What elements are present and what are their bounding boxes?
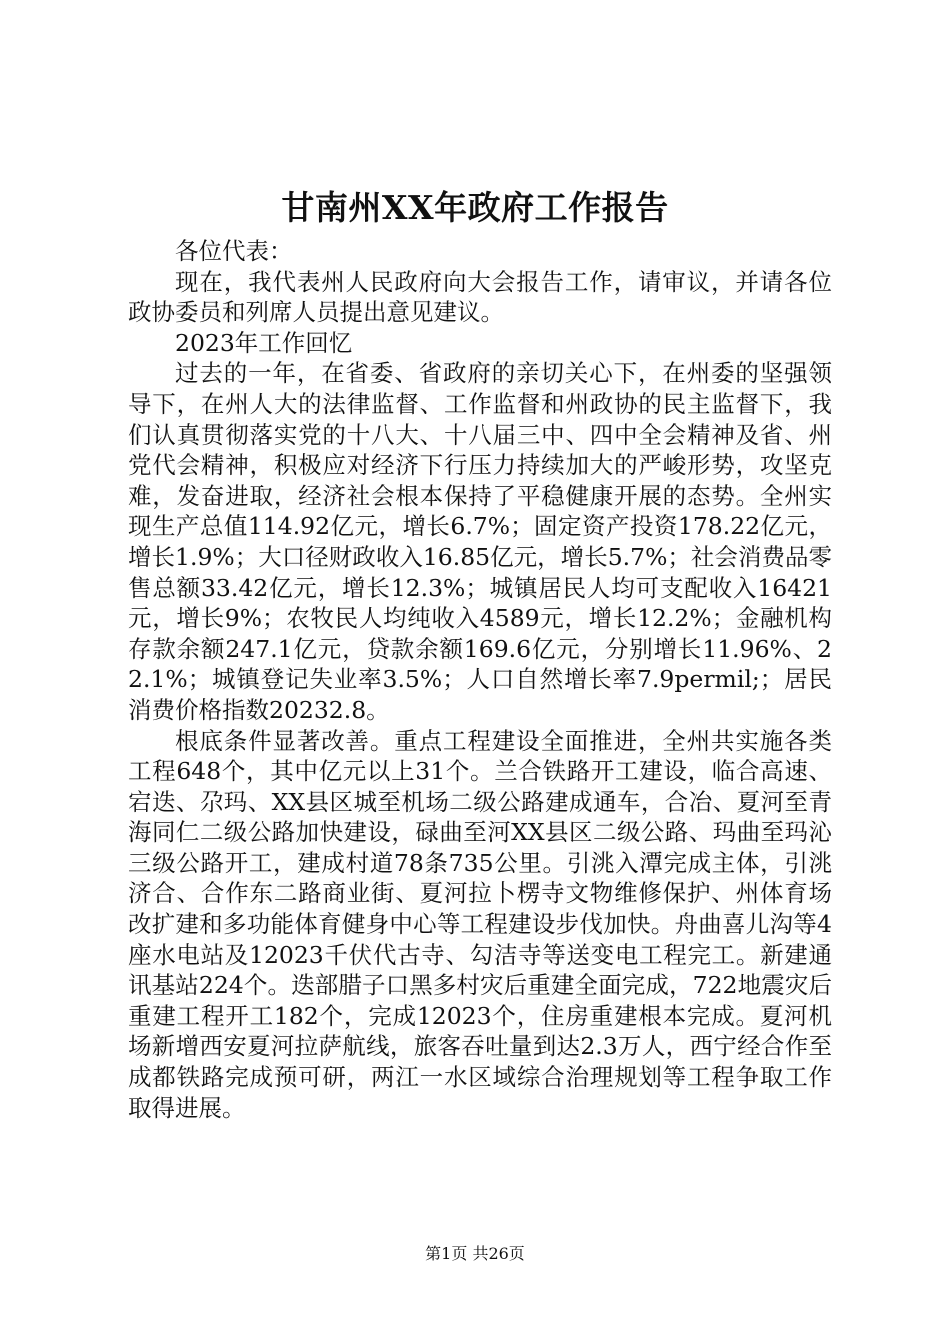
salutation-paragraph: 各位代表： [175, 237, 293, 265]
intro-paragraph: 现在，我代表州人民政府向大会报告工作，请审议，并请各位政协委员和列席人员提出意见建议。 [128, 267, 832, 327]
document-body [128, 236, 832, 1123]
page-number-footer: 第1页 共26页 [425, 1244, 525, 1263]
document-title: 甘南州XX年政府工作报告 [281, 188, 669, 227]
section-heading: 2023年工作回忆 [175, 328, 353, 357]
infrastructure-paragraph: 根底条件显著改善。重点工程建设全面推进，全州共实施各类工程648个，其中亿元以上31个。兰合铁路开工建设，临合高速、宕迭、尕玛、XX县区城至机场二级公路建成通车，合冶、夏河至青海同仁二级公路加快建设，碌曲至河XX县区二级公路、玛曲至玛沁三级公路开工，建成村道78条735公里。引洮入潭完成主体，引洮济合、合作东二路商业街、夏河拉卜楞寺文物维修保护、州体育场改扩建和多功能体育健身中心等工程建设步伐加快。舟曲喜儿沟等4座水电站及12023千伏代古寺、勾洁寺等送变电工程完工。新建通讯基站224个。迭部腊子口黑多村灾后重建全面完成，722地震灾后重建工程开工182个，完成12023个，住房重建根本完成。夏河机场新增西安夏河拉萨航线，旅客吞吐量到达2.3万人，西宁经合作至成都铁路完成预可研，两江一水区域综合治理规划等工程争取工作取得进展。 [128, 726, 832, 1122]
review-paragraph: 过去的一年，在省委、省政府的亲切关心下，在州委的坚强领导下，在州人大的法律监督、工作监督和州政协的民主监督下，我们认真贯彻落实党的十八大、十八届三中、四中全会精神及省、州党代会精神，积极应对经济下行压力持续加大的严峻形势，攻坚克难，发奋进取，经济社会根本保持了平稳健康开展的态势。全州实现生产总值114.92亿元，增长6.7%；固定资产投资178.22亿元，增长1.9%；大口径财政收入16.85亿元，增长5.7%；社会消费品零售总额33.42亿元，增长12.3%；城镇居民人均可支配收入16421元，增长9%；农牧民人均纯收入4589元，增长12.2%；金融机构存款余额247.1亿元，贷款余额169.6亿元，分别增长11.96%、22.1%；城镇登记失业率3.5%；人口自然增长率7.9permil;；居民消费价格指数20232.8。 [128, 359, 832, 724]
